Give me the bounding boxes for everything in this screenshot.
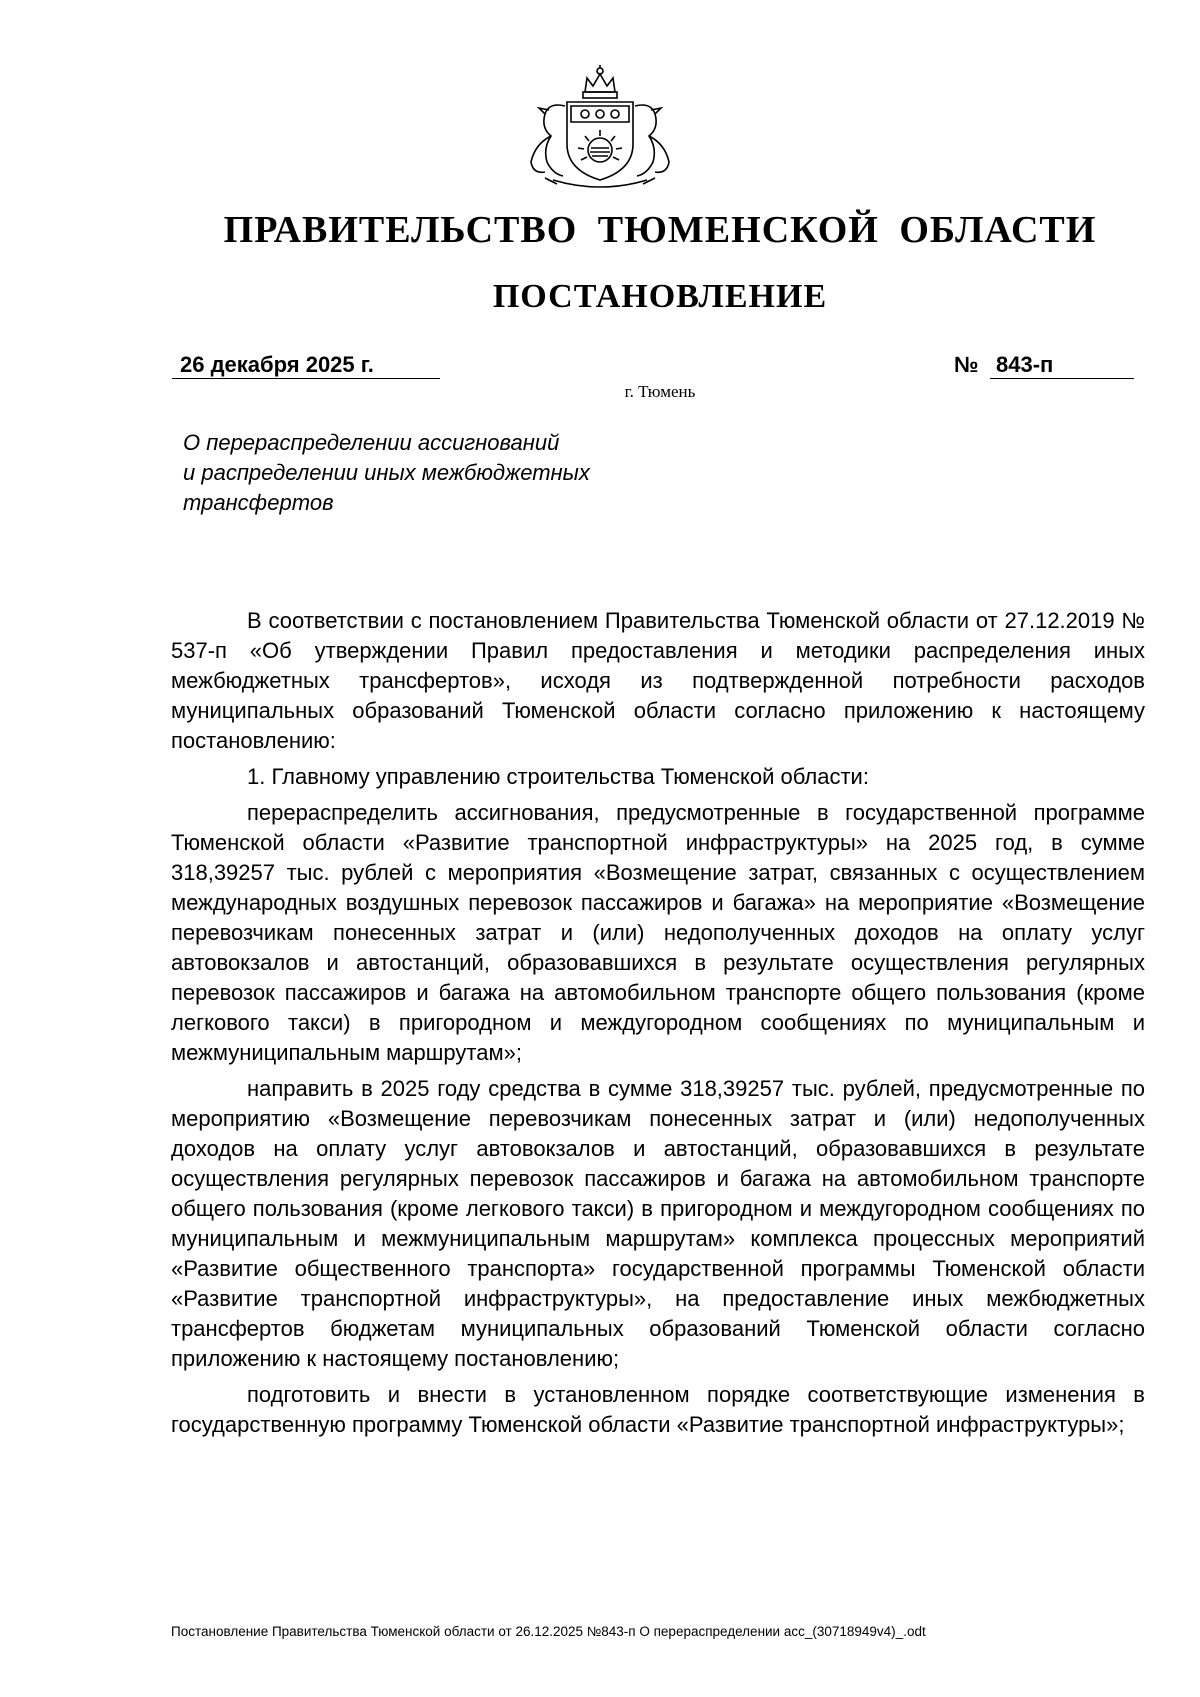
document-body <box>171 606 1145 1446</box>
number-sign: № <box>954 352 979 377</box>
body-paragraph: подготовить и внести в установленном порядке соответствующие изменения в государственную программу Тюменской области «Развитие транспортной инфраструктуры»; <box>171 1382 1145 1437</box>
document-footer: Постановление Правительства Тюменской области от 26.12.2025 №843-п О перераспределении асс_(30718949v4)_.odt <box>171 1624 926 1639</box>
government-title: ПРАВИТЕЛЬСТВО ТЮМЕНСКОЙ ОБЛАСТИ <box>223 209 1097 251</box>
document-city: г. Тюмень <box>624 382 696 401</box>
body-paragraph: 1. Главному управлению строительства Тюменской области: <box>247 764 869 789</box>
subject-line: О перераспределении ассигнований <box>183 430 560 455</box>
document-subject <box>183 428 703 518</box>
subject-line: и распределении иных межбюджетных <box>183 460 590 485</box>
body-paragraph: В соответствии с постановлением Правительства Тюменской области от 27.12.2019 № 537-п «Об утверждении Правил предоставления и методики распределения иных межбюджетных трансфертов», исходя из подтвержденной потребности расходов муниципальных образований Тюменской области согласно приложению к настоящему постановлению: <box>171 608 1145 753</box>
subject-line: трансфертов <box>183 490 334 515</box>
document-type: ПОСТАНОВЛЕНИЕ <box>492 278 828 315</box>
document-number-field <box>954 352 1134 379</box>
body-paragraph: направить в 2025 году средства в сумме 318,39257 тыс. рублей, предусмотренные по мероприятию «Возмещение перевозчикам понесенных затрат и (или) недополученных доходов на оплату услуг автовокзалов и автостанций, образовавшихся в результате осуществления регулярных перевозок пассажиров и багажа на автомобильном транспорте общего пользования (кроме легкового такси) в пригородном и междугородном сообщениях по муниципальным и межмуниципальным маршрутам» комплекса процессных мероприятий «Развитие общественного транспорта» государственной программы Тюменской области «Развитие транспортной инфраструктуры», на предоставление иных межбюджетных трансфертов бюджетам муниципальных образований Тюменской области согласно приложению к настоящему постановлению; <box>171 1076 1145 1371</box>
body-paragraph: перераспределить ассигнования, предусмотренные в государственной программе Тюменской области «Развитие транспортной инфраструктуры» на 2025 год, в сумме 318,39257 тыс. рублей с мероприятия «Возмещение затрат, связанных с осуществлением международных воздушных перевозок пассажиров и багажа» на мероприятие «Возмещение перевозчикам понесенных затрат и (или) недополученных доходов на оплату услуг автовокзалов и автостанций, образовавшихся в результате осуществления регулярных перевозок пассажиров и багажа на автомобильном транспорте общего пользования (кроме легкового такси) в пригородном и междугородном сообщениях по муниципальным и межмуниципальным маршрутам»; <box>171 800 1145 1065</box>
coat-of-arms-emblem <box>505 62 695 192</box>
document-number: 843-п <box>990 352 1134 379</box>
document-date: 26 декабря 2025 г. <box>172 352 440 379</box>
